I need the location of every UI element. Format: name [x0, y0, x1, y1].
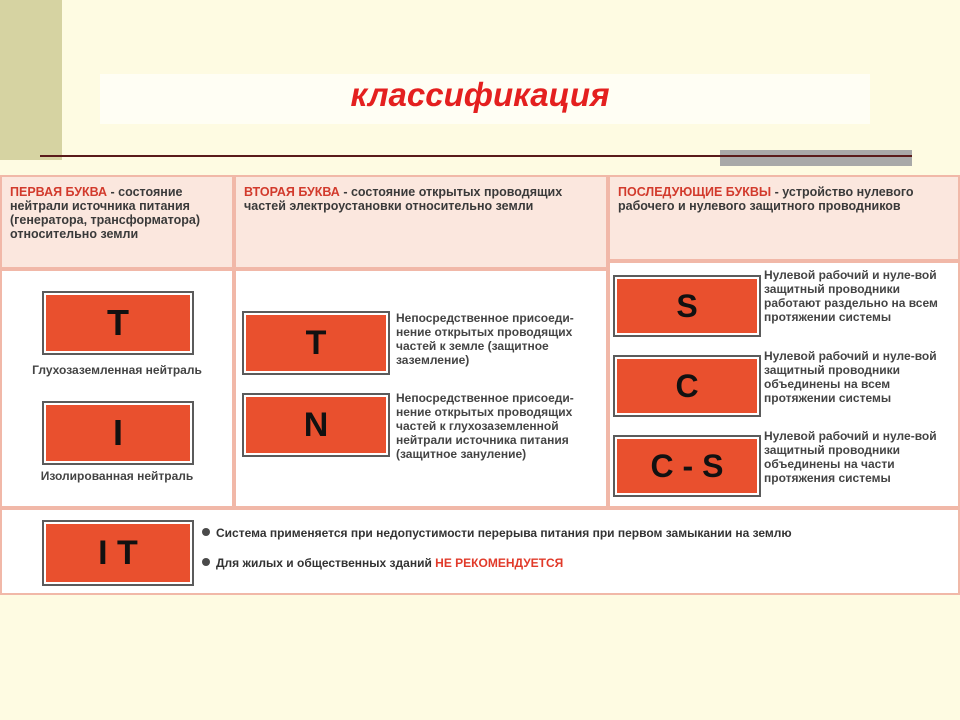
header-second-letter: [236, 177, 606, 267]
letter-box-it: I T: [44, 522, 192, 584]
bullet-dot-icon: [202, 528, 210, 536]
letter-box-s: S: [615, 277, 759, 335]
first-letter-cell: [2, 271, 232, 506]
page-title: классификация: [350, 76, 610, 113]
it-system-row: [2, 510, 958, 593]
it-bullet-1: [202, 526, 952, 540]
title-rule-accent: [720, 150, 912, 166]
classification-table: [0, 175, 960, 595]
desc-c-s: Нулевой рабочий и нуле-вой защитный проводники объединены на части протяжения системы: [764, 429, 937, 485]
desc-s: Нулевой рабочий и нуле-вой защитный проводники работают раздельно на всем протяжении системы: [764, 268, 938, 324]
header-first-lead: ПЕРВАЯ БУКВА: [10, 185, 108, 199]
caption-first-i: Изолированная нейтраль: [40, 469, 194, 483]
letter-box-second-n: N: [244, 395, 388, 455]
header-first-text: - состояние нейтрали источника питания (генератора, трансформатора) относительно земли: [10, 185, 201, 241]
header-second-text: - состояние открытых проводящих частей электроустановки относительно земли: [244, 185, 563, 213]
it-bullet-2-warning: НЕ РЕКОМЕНДУЕТСЯ: [435, 556, 564, 570]
header-third-lead: ПОСЛЕДУЮЩИЕ БУКВЫ: [618, 185, 772, 199]
desc-second-n: Непосредственное присоеди-нение открытых проводящих частей к глухозаземленной нейтрали источника питания (защитное зануление): [396, 391, 574, 461]
letter-box-c-s: C - S: [615, 437, 759, 495]
header-second-lead: ВТОРАЯ БУКВА: [244, 185, 340, 199]
it-bullet-1-text: Система применяется при недопустимости перерыва питания при первом замыкании на землю: [216, 526, 792, 540]
letter-box-first-t: T: [44, 293, 192, 353]
bullet-dot-icon: [202, 558, 210, 566]
header-third-text: - устройство нулевого рабочего и нулевого защитного проводников: [618, 185, 914, 213]
letter-box-first-i: I: [44, 403, 192, 463]
letter-box-c: C: [615, 357, 759, 415]
letter-box-second-t: T: [244, 313, 388, 373]
caption-first-t: Глухозаземленная нейтраль: [32, 363, 202, 377]
header-subsequent-letters: [610, 177, 958, 259]
it-bullet-2: [202, 556, 952, 570]
desc-second-t: Непосредственное присоеди-нение открытых проводящих частей к земле (защитное заземление): [396, 311, 574, 367]
desc-c: Нулевой рабочий и нуле-вой защитный проводники объединены на всем протяжении системы: [764, 349, 937, 405]
it-bullet-2-text: Для жилых и общественных зданий: [216, 556, 436, 570]
second-letter-cell: [236, 271, 606, 506]
subsequent-letters-cell: [610, 263, 958, 506]
header-first-letter: [2, 177, 232, 267]
